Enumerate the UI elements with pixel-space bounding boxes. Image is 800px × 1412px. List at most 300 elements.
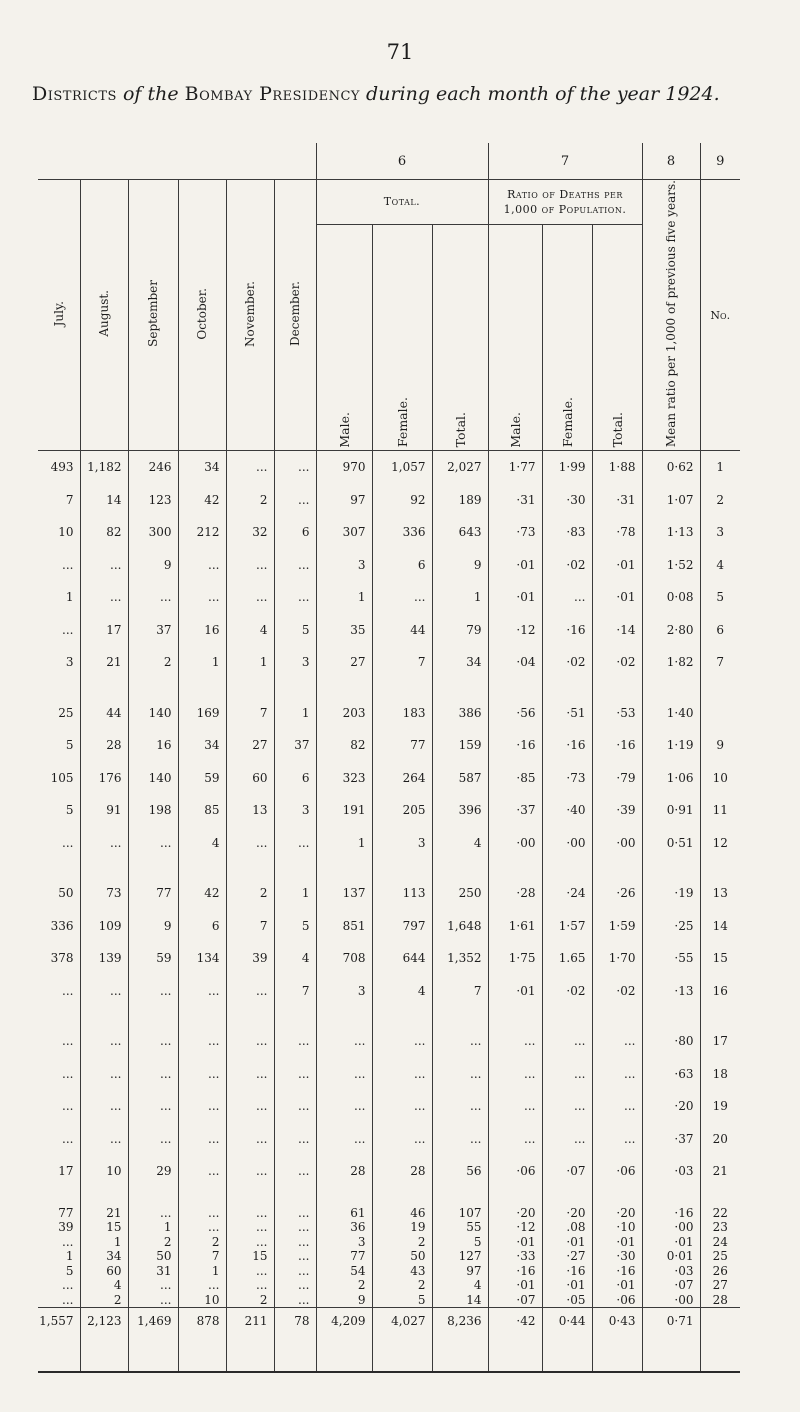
table-cell: 60	[226, 762, 274, 795]
table-cell: ...	[274, 1249, 316, 1264]
table-cell: ...	[432, 1058, 488, 1091]
table-cell: ·30	[542, 484, 592, 517]
table-cell: 15	[700, 942, 740, 975]
table-cell: 28	[700, 1293, 740, 1308]
table-cell: 169	[178, 697, 226, 730]
table-cell: 29	[128, 1155, 178, 1188]
table-cell: ·53	[592, 697, 642, 730]
table-row	[38, 581, 740, 614]
table-cell: 37	[274, 729, 316, 762]
table-cell: 9	[700, 729, 740, 762]
table-row	[38, 762, 740, 795]
table-cell: 2	[316, 1278, 372, 1293]
table-cell: 139	[80, 942, 128, 975]
table-cell: 137	[316, 877, 372, 910]
total-cell: 8,236	[432, 1308, 488, 1373]
table-cell: ...	[274, 581, 316, 614]
table-cell: 2·80	[642, 614, 700, 647]
table-cell: ...	[226, 1090, 274, 1123]
table-cell: 17	[80, 614, 128, 647]
table-cell: 1	[432, 581, 488, 614]
table-cell: 21	[700, 1155, 740, 1188]
header-october: October.	[178, 180, 226, 451]
table-cell: 3	[316, 1235, 372, 1250]
table-cell: 54	[316, 1264, 372, 1279]
table-cell: ...	[80, 1090, 128, 1123]
table-cell: ·00	[642, 1220, 700, 1235]
table-cell: ...	[80, 975, 128, 1008]
blank-header-cell	[38, 143, 316, 180]
table-cell: 7	[372, 646, 432, 679]
table-cell: 7	[274, 975, 316, 1008]
table-cell: 1.65	[542, 942, 592, 975]
table-cell: ·78	[592, 516, 642, 549]
table-cell: ·01	[488, 549, 542, 582]
header-august: August.	[80, 180, 128, 451]
table-row	[38, 1249, 740, 1264]
totals-row	[38, 1308, 740, 1373]
table-cell: 44	[80, 697, 128, 730]
table-cell: 1,057	[372, 451, 432, 484]
table-cell: ...	[274, 1293, 316, 1308]
table-cell: 1	[65, 590, 74, 605]
table-cell: ...	[62, 1099, 74, 1114]
table-cell: 1	[178, 1264, 226, 1279]
table-cell: 42	[178, 484, 226, 517]
table-cell: ·79	[592, 762, 642, 795]
table-cell: 50	[58, 886, 74, 901]
table-cell: ·20	[488, 1206, 542, 1221]
table-cell: 7	[178, 1249, 226, 1264]
table-cell: 2	[128, 1235, 178, 1250]
table-cell: 28	[316, 1155, 372, 1188]
table-cell: 97	[316, 484, 372, 517]
table-cell: 43	[372, 1264, 432, 1279]
table-cell: ·02	[542, 646, 592, 679]
table-cell: 37	[128, 614, 178, 647]
table-cell: 16	[700, 975, 740, 1008]
table-cell: 1·19	[642, 729, 700, 762]
table-cell: 159	[432, 729, 488, 762]
table-cell: 1·57	[542, 910, 592, 943]
table-cell: 2,027	[432, 451, 488, 484]
table-cell: 396	[432, 794, 488, 827]
total-cell: 4,209	[316, 1308, 372, 1373]
table-cell: 1·99	[542, 451, 592, 484]
table-cell: ...	[128, 1206, 178, 1221]
table-cell: 7	[65, 492, 74, 507]
table-cell: ...	[226, 1025, 274, 1058]
header-september: September	[128, 180, 178, 451]
table-cell: ...	[274, 1123, 316, 1156]
table-cell: ...	[178, 975, 226, 1008]
table-row	[38, 827, 740, 860]
table-cell: 9	[128, 549, 178, 582]
table-cell: ·00	[592, 827, 642, 860]
table-cell: 264	[372, 762, 432, 795]
table-cell: 2	[372, 1235, 432, 1250]
table-cell: ...	[62, 1292, 74, 1307]
table-cell: 24	[700, 1235, 740, 1250]
table-cell: ...	[274, 451, 316, 484]
table-cell: ...	[274, 1206, 316, 1221]
table-cell: 42	[178, 877, 226, 910]
table-cell: 10	[58, 525, 74, 540]
table-cell: 246	[128, 451, 178, 484]
table-cell: ·01	[488, 975, 542, 1008]
table-cell: 91	[80, 794, 128, 827]
table-cell: 1	[178, 646, 226, 679]
table-cell: 13	[700, 877, 740, 910]
table-cell: ·80	[642, 1025, 700, 1058]
table-cell: 3	[274, 794, 316, 827]
table-cell: 5	[372, 1293, 432, 1308]
table-cell: 21	[80, 646, 128, 679]
table-cell: 0·91	[642, 794, 700, 827]
total-cell: 1,469	[128, 1308, 178, 1373]
table-row	[38, 1155, 740, 1188]
table-cell: 2	[80, 1293, 128, 1308]
table-cell: ...	[592, 1123, 642, 1156]
table-cell: ...	[372, 1123, 432, 1156]
table-cell: 6	[700, 614, 740, 647]
table-cell: ·07	[542, 1155, 592, 1188]
table-cell: ...	[226, 1235, 274, 1250]
table-cell: 21	[80, 1206, 128, 1221]
table-cell: ·01	[542, 1278, 592, 1293]
table-cell: 1·61	[488, 910, 542, 943]
table-cell: ·73	[542, 762, 592, 795]
table-cell: 16	[128, 729, 178, 762]
table-cell: 92	[372, 484, 432, 517]
table-cell: ...	[592, 1025, 642, 1058]
table-row	[38, 1220, 740, 1235]
table-cell: ·63	[642, 1058, 700, 1091]
table-cell: ...	[372, 1025, 432, 1058]
table-cell: ...	[80, 1123, 128, 1156]
table-cell: ·39	[592, 794, 642, 827]
table-row	[38, 975, 740, 1008]
table-cell: ·14	[592, 614, 642, 647]
table-cell: ...	[432, 1090, 488, 1123]
table-cell: ...	[432, 1025, 488, 1058]
table-cell: ...	[274, 1235, 316, 1250]
table-cell: 5	[274, 910, 316, 943]
table-cell: ...	[178, 1206, 226, 1221]
table-cell: 26	[700, 1264, 740, 1279]
table-cell: 1·75	[488, 942, 542, 975]
table-cell: ...	[226, 1278, 274, 1293]
page-title	[32, 83, 792, 105]
table-cell: 97	[432, 1264, 488, 1279]
table-cell: 4	[80, 1278, 128, 1293]
table-cell: 2	[226, 877, 274, 910]
table-cell: ·01	[488, 581, 542, 614]
title-part-presidency: Bombay Presidency	[184, 83, 361, 105]
table-cell: 35	[316, 614, 372, 647]
table-cell: ...	[226, 1123, 274, 1156]
table-cell: 50	[128, 1249, 178, 1264]
table-cell: ·10	[592, 1220, 642, 1235]
table-cell: 11	[700, 794, 740, 827]
header-no: No.	[700, 180, 740, 451]
table-cell: ...	[62, 983, 74, 998]
table-cell: 644	[372, 942, 432, 975]
table-cell: ...	[80, 581, 128, 614]
table-cell: 1·77	[488, 451, 542, 484]
table-cell: ·24	[542, 877, 592, 910]
table-cell: ...	[62, 1066, 74, 1081]
header-ratio-male: Male.	[488, 224, 542, 450]
table-cell: ...	[274, 1264, 316, 1279]
table-cell: ·19	[642, 877, 700, 910]
table-cell: ·03	[642, 1264, 700, 1279]
table-cell: ·73	[488, 516, 542, 549]
table-cell: ·06	[488, 1155, 542, 1188]
table-cell: ...	[372, 1090, 432, 1123]
table-cell: 2	[226, 1293, 274, 1308]
table-cell: ·83	[542, 516, 592, 549]
total-cell: ·42	[488, 1308, 542, 1373]
table-cell: ...	[316, 1123, 372, 1156]
table-cell: 5	[65, 1263, 74, 1278]
total-cell: 0·43	[592, 1308, 642, 1373]
table-cell: ...	[128, 827, 178, 860]
table-row	[38, 484, 740, 517]
header-december: December.	[274, 180, 316, 451]
table-cell: ...	[226, 827, 274, 860]
total-cell: 1,557	[38, 1308, 80, 1373]
table-cell: ·00	[642, 1293, 700, 1308]
table-cell: 85	[178, 794, 226, 827]
table-cell: ...	[542, 581, 592, 614]
table-cell: ...	[542, 1058, 592, 1091]
table-cell: ...	[274, 1220, 316, 1235]
table-cell: 14	[80, 484, 128, 517]
table-cell: ...	[274, 484, 316, 517]
table-cell: 46	[372, 1206, 432, 1221]
total-cell: 0·71	[642, 1308, 700, 1373]
table-cell: ...	[62, 1234, 74, 1249]
table-cell: ·07	[642, 1278, 700, 1293]
column-number-9: 9	[700, 143, 740, 180]
table-cell: ...	[274, 549, 316, 582]
table-cell: ...	[178, 581, 226, 614]
table-cell: 0·62	[642, 451, 700, 484]
table-cell: 3	[372, 827, 432, 860]
row-spacer	[38, 679, 740, 697]
table-cell: ·03	[642, 1155, 700, 1188]
table-row	[38, 1235, 740, 1250]
table-cell: ·06	[592, 1293, 642, 1308]
table-cell: ·01	[642, 1235, 700, 1250]
table-cell: ·20	[542, 1206, 592, 1221]
table-cell: 25	[58, 705, 74, 720]
table-cell: ...	[274, 1155, 316, 1188]
table-cell: ...	[62, 557, 74, 572]
table-cell: ·01	[592, 1235, 642, 1250]
table-cell: 19	[372, 1220, 432, 1235]
table-cell: 19	[700, 1090, 740, 1123]
table-row	[38, 942, 740, 975]
table-cell: ...	[488, 1090, 542, 1123]
table-cell: ·05	[542, 1293, 592, 1308]
table-cell: 28	[372, 1155, 432, 1188]
table-cell: 39	[58, 1220, 74, 1235]
table-cell: ·25	[642, 910, 700, 943]
table-cell: ·51	[542, 697, 592, 730]
table-cell: 1	[80, 1235, 128, 1250]
table-cell: ...	[274, 1090, 316, 1123]
table-cell: 9	[432, 549, 488, 582]
table-cell: 493	[50, 460, 74, 475]
table-cell: 17	[58, 1164, 74, 1179]
table-cell: ·55	[642, 942, 700, 975]
table-cell: 336	[372, 516, 432, 549]
table-row	[38, 910, 740, 943]
table-row	[38, 794, 740, 827]
table-cell: 31	[128, 1264, 178, 1279]
table-cell: 9	[316, 1293, 372, 1308]
table-cell: ·01	[488, 1235, 542, 1250]
table-cell: ·16	[592, 1264, 642, 1279]
column-number-7: 7	[488, 143, 642, 180]
table-cell: 1·88	[592, 451, 642, 484]
table-cell: ...	[226, 1058, 274, 1091]
table-cell: ·00	[542, 827, 592, 860]
table-cell: ...	[316, 1025, 372, 1058]
table-cell: ...	[128, 1058, 178, 1091]
table-cell: ·12	[488, 1220, 542, 1235]
table-cell: 123	[128, 484, 178, 517]
table-cell: 1	[226, 646, 274, 679]
table-cell	[700, 697, 740, 730]
table-cell: 205	[372, 794, 432, 827]
table-cell: ...	[274, 1278, 316, 1293]
table-cell: ...	[542, 1025, 592, 1058]
title-part-of-the: of the	[116, 83, 185, 105]
table-cell: ·13	[642, 975, 700, 1008]
table-cell: 2	[226, 484, 274, 517]
table-cell: ...	[128, 1090, 178, 1123]
table-cell: 0·51	[642, 827, 700, 860]
table-cell: 336	[50, 918, 74, 933]
table-cell: 323	[316, 762, 372, 795]
total-cell: 4,027	[372, 1308, 432, 1373]
table-cell: ...	[80, 549, 128, 582]
table-cell: 127	[432, 1249, 488, 1264]
table-cell: 6	[372, 549, 432, 582]
table-cell: 140	[128, 762, 178, 795]
table-cell: ...	[178, 1155, 226, 1188]
table-cell: ·16	[642, 1206, 700, 1221]
table-cell: ...	[592, 1090, 642, 1123]
table-cell: ·37	[488, 794, 542, 827]
table-cell: ...	[316, 1090, 372, 1123]
header-total-male: Male.	[316, 224, 372, 450]
table-cell: 5	[65, 803, 74, 818]
total-cell: 0·44	[542, 1308, 592, 1373]
table-cell: 73	[80, 877, 128, 910]
table-cell: 39	[226, 942, 274, 975]
table-cell: ...	[62, 622, 74, 637]
table-cell: ...	[372, 581, 432, 614]
table-cell: ...	[226, 549, 274, 582]
table-cell: ·37	[642, 1123, 700, 1156]
table-cell: ...	[274, 1058, 316, 1091]
table-cell: .08	[542, 1220, 592, 1235]
table-cell: 9	[128, 910, 178, 943]
table-cell: 28	[80, 729, 128, 762]
table-cell: ·31	[488, 484, 542, 517]
table-cell: ...	[178, 549, 226, 582]
table-cell: 36	[316, 1220, 372, 1235]
table-cell: ·01	[542, 1235, 592, 1250]
table-cell: 15	[226, 1249, 274, 1264]
table-cell: 77	[128, 877, 178, 910]
table-cell: 1,648	[432, 910, 488, 943]
table-cell: 1·07	[642, 484, 700, 517]
table-cell: 34	[178, 451, 226, 484]
mortality-table	[38, 143, 740, 1373]
table-cell: 7	[226, 910, 274, 943]
table-row	[38, 1278, 740, 1293]
table-cell: ·01	[592, 549, 642, 582]
table-cell: 34	[432, 646, 488, 679]
table-row	[38, 614, 740, 647]
row-spacer	[38, 1188, 740, 1206]
table-cell: 82	[80, 516, 128, 549]
table-row	[38, 451, 740, 484]
table-cell: 643	[432, 516, 488, 549]
table-cell: 4	[372, 975, 432, 1008]
table-cell: ...	[316, 1058, 372, 1091]
table-cell: ...	[274, 1025, 316, 1058]
table-cell: 3	[65, 655, 74, 670]
table-cell: 22	[700, 1206, 740, 1221]
table-cell: 1	[316, 581, 372, 614]
column-number-8: 8	[642, 143, 700, 180]
table-cell: 1	[316, 827, 372, 860]
table-cell: 198	[128, 794, 178, 827]
table-cell: 4	[274, 942, 316, 975]
table-cell: 1,182	[80, 451, 128, 484]
total-cell	[700, 1308, 740, 1373]
table-cell: ·02	[542, 975, 592, 1008]
table-cell: ...	[128, 581, 178, 614]
table-cell: 12	[700, 827, 740, 860]
table-cell: 113	[372, 877, 432, 910]
table-cell: 3	[274, 646, 316, 679]
table-cell: 6	[274, 762, 316, 795]
table-cell: 10	[700, 762, 740, 795]
table-cell: ·16	[542, 729, 592, 762]
column-number-6: 6	[316, 143, 488, 180]
table-cell: 13	[226, 794, 274, 827]
table-cell: ...	[80, 1058, 128, 1091]
total-cell: 878	[178, 1308, 226, 1373]
table-cell: ...	[226, 1206, 274, 1221]
table-cell: 44	[372, 614, 432, 647]
table-cell: 1·13	[642, 516, 700, 549]
table-cell: ·12	[488, 614, 542, 647]
table-cell: 5	[700, 581, 740, 614]
table-cell: 1	[128, 1220, 178, 1235]
table-cell: ...	[274, 827, 316, 860]
table-cell: 56	[432, 1155, 488, 1188]
table-cell: 1·70	[592, 942, 642, 975]
table-cell: 60	[80, 1264, 128, 1279]
